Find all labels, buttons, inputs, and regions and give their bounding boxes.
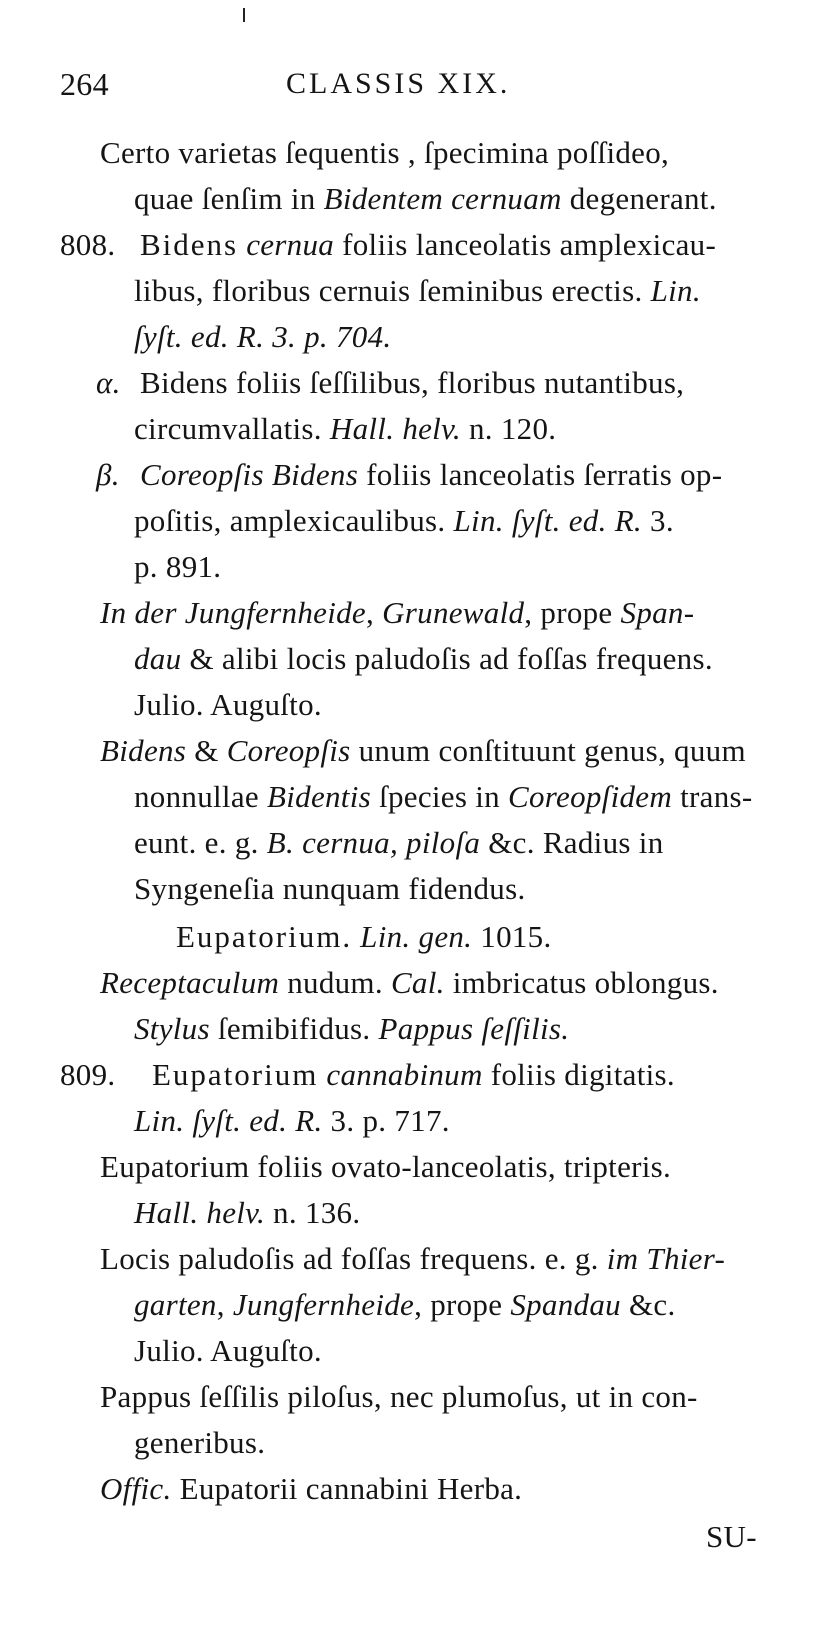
locality-name: Grunewald xyxy=(382,595,525,630)
reference: Lin. ſyſt. ed. R. xyxy=(134,1103,323,1138)
genus-name: Bidens xyxy=(140,227,239,262)
text-line-11 xyxy=(100,593,694,633)
species-name: cannabinum xyxy=(318,1057,483,1092)
genus-heading: Eupatorium. xyxy=(176,919,353,954)
page-number: 264 xyxy=(60,66,109,102)
catchword: SU- xyxy=(706,1519,757,1554)
text-line-23: Eupatorium foliis ovato-lanceolatis, tripteris. xyxy=(100,1149,672,1184)
locality-name: Span- xyxy=(620,595,695,630)
text-line-09 xyxy=(134,501,674,541)
variety-beta-mark: β. xyxy=(96,457,120,492)
text-span: poſitis, amplexicaulibus. xyxy=(134,503,454,538)
term: Cal. xyxy=(390,965,445,1000)
text-span: nonnullae xyxy=(134,779,267,814)
text-span: 1015. xyxy=(472,919,552,954)
text-span: quae ſenſim in xyxy=(134,181,324,216)
text-line-26 xyxy=(134,1285,676,1325)
genus-name: Bidentis xyxy=(267,779,371,814)
text-span: Eupatorii cannabini Herba. xyxy=(171,1471,523,1506)
text-span: Locis paludoſis ad foſſas frequens. e. g. xyxy=(100,1241,607,1276)
text-line-14 xyxy=(100,731,746,771)
text-span: , xyxy=(365,595,383,630)
locality-name: garten xyxy=(134,1287,217,1322)
text-span: & xyxy=(186,733,227,768)
genus-name: Bidens xyxy=(100,733,187,768)
text-span: unum conſtituunt genus, quum xyxy=(350,733,746,768)
term: Pappus ſeſſilis. xyxy=(378,1011,570,1046)
species-name: cernua xyxy=(246,227,335,262)
text-line-06: Bidens foliis ſeſſilibus, floribus nutantibus, xyxy=(140,365,685,400)
text-line-17: Syngeneſia nunquam fidendus. xyxy=(134,871,526,906)
variety-alpha-mark: α. xyxy=(96,365,121,400)
reference: Lin. ſyſt. ed. R. xyxy=(453,503,642,538)
text-line-03 xyxy=(140,225,716,265)
text-line-21 xyxy=(152,1055,675,1095)
text-line-13: Julio. Auguſto. xyxy=(134,687,322,722)
taxon-name: Bidentem cernuam xyxy=(323,181,562,216)
text-line-02 xyxy=(134,179,717,219)
locality-name: dau xyxy=(134,641,182,676)
text-line-24 xyxy=(134,1193,360,1233)
text-line-15 xyxy=(134,777,753,817)
text-line-28: Pappus ſeſſilis piloſus, nec plumoſus, ut in con- xyxy=(100,1379,698,1414)
text-span: , prope xyxy=(524,595,621,630)
term: Offic. xyxy=(100,1471,172,1506)
text-span: , prope xyxy=(414,1287,511,1322)
text-span: circumvallatis. xyxy=(134,411,330,446)
text-line-19 xyxy=(100,963,719,1003)
locality-name: im Thier- xyxy=(606,1241,726,1276)
text-span: &c. xyxy=(620,1287,676,1322)
text-line-16 xyxy=(134,823,664,863)
genus-name: Coreopſis xyxy=(226,733,351,768)
reference: Hall. helv. xyxy=(134,1195,265,1230)
text-span: eunt. e. g. xyxy=(134,825,267,860)
text-line-01: Certo varietas ſequentis , ſpecimina poſſideo, xyxy=(100,135,670,170)
text-line-05: ſyſt. ed. R. 3. p. 704. xyxy=(134,319,392,354)
text-span: n. 120. xyxy=(460,411,557,446)
top-ink-mark xyxy=(243,8,245,22)
text-span: n. 136. xyxy=(265,1195,361,1230)
text-line-29: generibus. xyxy=(134,1425,266,1460)
text-line-04 xyxy=(134,271,701,311)
text-line-22 xyxy=(134,1101,450,1141)
reference: Hall. helv. xyxy=(329,411,461,446)
text-line-20 xyxy=(134,1009,569,1049)
text-span: degenerant. xyxy=(561,181,717,216)
text-span: foliis lanceolatis amplexicau- xyxy=(334,227,717,262)
text-span: foliis digitatis. xyxy=(482,1057,675,1092)
text-span: foliis lanceolatis ſerratis op- xyxy=(358,457,723,492)
text-line-25 xyxy=(100,1239,725,1279)
text-line-08 xyxy=(140,455,722,495)
text-line-27: Julio. Auguſto. xyxy=(134,1333,322,1368)
locality-name: In der Jungfernheide xyxy=(100,595,366,630)
text-line-10: p. 891. xyxy=(134,549,222,584)
locality-name: Jungfernheide xyxy=(232,1287,415,1322)
genus-name: Coreopſidem xyxy=(508,779,673,814)
text-span: &c. Radius in xyxy=(480,825,664,860)
entry-number-809: 809. xyxy=(60,1057,116,1092)
text-span: trans- xyxy=(672,779,753,814)
running-title: CLASSIS XIX. xyxy=(286,67,511,100)
taxon-name: B. cernua, piloſa xyxy=(266,825,481,860)
text-line-30 xyxy=(100,1469,522,1509)
text-span: imbricatus oblongus. xyxy=(444,965,719,1000)
reference: Lin. xyxy=(650,273,701,308)
term: Stylus xyxy=(134,1011,210,1046)
term: Receptaculum xyxy=(100,965,280,1000)
taxon-name: Coreopſis Bidens xyxy=(140,457,359,492)
text-span: libus, floribus cernuis ſeminibus erectis. xyxy=(134,273,651,308)
text-line-12 xyxy=(134,639,713,679)
text-span: & alibi locis paludoſis ad foſſas frequens. xyxy=(181,641,713,676)
text-span: ſemibifidus. xyxy=(209,1011,379,1046)
text-span: 3. xyxy=(641,503,674,538)
locality-name: Spandau xyxy=(510,1287,621,1322)
entry-number-808: 808. xyxy=(60,227,116,262)
text-line-07 xyxy=(134,409,556,449)
text-span: ſpecies in xyxy=(371,779,509,814)
genus-name: Eupatorium xyxy=(152,1057,319,1092)
genus-heading-eupatorium xyxy=(176,917,552,957)
text-span: nudum. xyxy=(279,965,391,1000)
text-span: , xyxy=(216,1287,233,1322)
text-span: 3. p. 717. xyxy=(322,1103,450,1138)
reference: Lin. gen. xyxy=(352,919,473,954)
